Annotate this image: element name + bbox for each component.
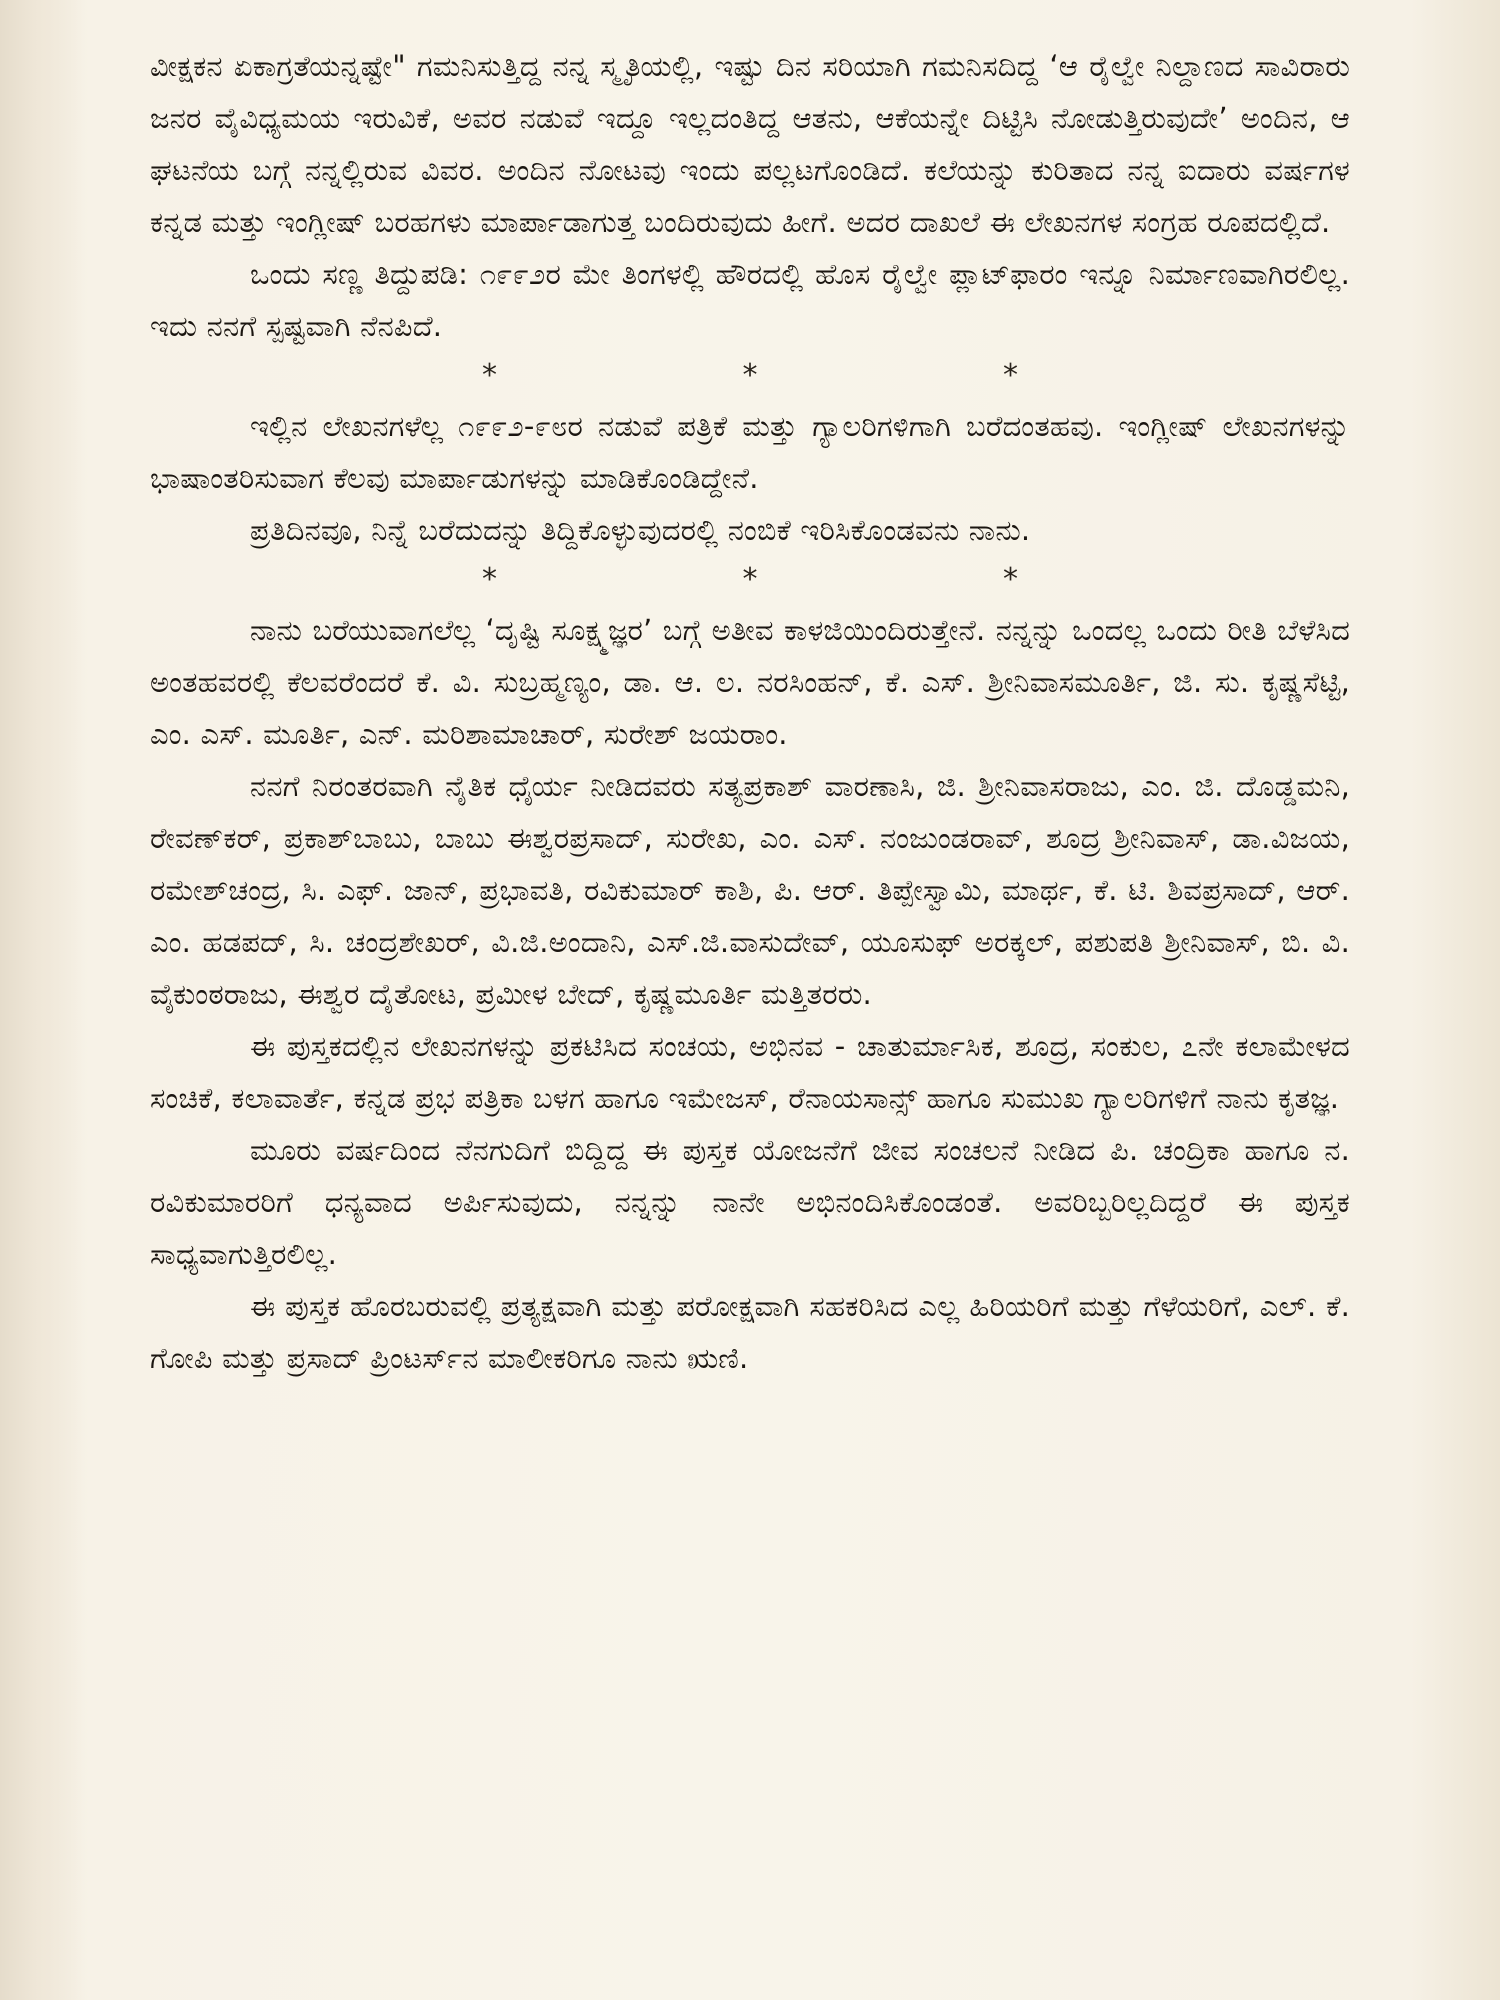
paragraph-2: ಒಂದು ಸಣ್ಣ ತಿದ್ದುಪಡಿ: ೧೯೯೨ರ ಮೇ ತಿಂಗಳಲ್ಲಿ ಹೌರದಲ್ಲಿ ಹೊಸ ರೈಲ್ವೇ ಪ್ಲಾಟ್‌ಫಾರಂ ಇನ್ನೂ ನಿರ್ಮಾಣವಾಗಿರಲಿಲ್ಲ. ಇದು ನನಗೆ ಸ್ಪಷ್ಟವಾಗಿ ನೆನಪಿದೆ. <box>150 257 1350 343</box>
paragraph-3: ಇಲ್ಲಿನ ಲೇಖನಗಳೆಲ್ಲ ೧೯೯೨-೯೮ರ ನಡುವೆ ಪತ್ರಿಕೆ ಮತ್ತು ಗ್ಯಾಲರಿಗಳಿಗಾಗಿ ಬರೆದಂತಹವು. ಇಂಗ್ಲೀಷ್ ಲೇಖನಗಳನ್ನು ಭಾಷಾಂತರಿಸುವಾಗ ಕೆಲವು ಮಾರ್ಪಾಡುಗಳನ್ನು ಮಾಡಿಕೊಂಡಿದ್ದೇನೆ. <box>150 409 1350 495</box>
paragraph-4: ಪ್ರತಿದಿನವೂ, ನಿನ್ನೆ ಬರೆದುದನ್ನು ತಿದ್ದಿಕೊಳ್ಳುವುದರಲ್ಲಿ ನಂಬಿಕೆ ಇರಿಸಿಕೊಂಡವನು ನಾನು. <box>250 513 1031 547</box>
section-divider: * * * <box>481 562 1137 597</box>
paragraph-5: ನಾನು ಬರೆಯುವಾಗಲೆಲ್ಲ ‘ದೃಷ್ಟಿ ಸೂಕ್ಷ್ಮಜ್ಞರ’ ಬಗ್ಗೆ ಅತೀವ ಕಾಳಜಿಯಿಂದಿರುತ್ತೇನೆ. ನನ್ನನ್ನು ಒಂದಲ್ಲ ಒಂದು ರೀತಿ ಬೆಳೆಸಿದ ಅಂತಹವರಲ್ಲಿ ಕೆಲವರೆಂದರೆ ಕೆ. ವಿ. ಸುಬ್ರಹ್ಮಣ್ಯಂ, ಡಾ. ಆ. ಲ. ನರಸಿಂಹನ್, ಕೆ. ಎಸ್. ಶ್ರೀನಿವಾಸಮೂರ್ತಿ, ಜಿ. ಸು. ಕೃಷ್ಣಸೆಟ್ಟಿ, ಎಂ. ಎಸ್. ಮೂರ್ತಿ, ಎನ್. ಮರಿಶಾಮಾಚಾರ್, ಸುರೇಶ್ ಜಯರಾಂ. <box>150 613 1350 751</box>
paragraph-8: ಮೂರು ವರ್ಷದಿಂದ ನೆನಗುದಿಗೆ ಬಿದ್ದಿದ್ದ ಈ ಪುಸ್ತಕ ಯೋಜನೆಗೆ ಜೀವ ಸಂಚಲನೆ ನೀಡಿದ ಪಿ. ಚಂದ್ರಿಕಾ ಹಾಗೂ ನ. ರವಿಕುಮಾರರಿಗೆ ಧನ್ಯವಾದ ಅರ್ಪಿಸುವುದು, ನನ್ನನ್ನು ನಾನೇ ಅಭಿನಂದಿಸಿಕೊಂಡಂತೆ. ಅವರಿಬ್ಬರಿಲ್ಲದಿದ್ದರೆ ಈ ಪುಸ್ತಕ ಸಾಧ್ಯವಾಗುತ್ತಿರಲಿಲ್ಲ. <box>150 1133 1350 1271</box>
paragraph-1: ವೀಕ್ಷಕನ ಏಕಾಗ್ರತೆಯನ್ನಷ್ಟೇ" ಗಮನಿಸುತ್ತಿದ್ದ ನನ್ನ ಸ್ಮೃತಿಯಲ್ಲಿ, ಇಷ್ಟು ದಿನ ಸರಿಯಾಗಿ ಗಮನಿಸದಿದ್ದ ‘ಆ ರೈಲ್ವೇ ನಿಲ್ದಾಣದ ಸಾವಿರಾರು ಜನರ ವೈವಿಧ್ಯಮಯ ಇರುವಿಕೆ, ಅವರ ನಡುವೆ ಇದ್ದೂ ಇಲ್ಲದಂತಿದ್ದ ಆತನು, ಆಕೆಯನ್ನೇ ದಿಟ್ಟಿಸಿ ನೋಡುತ್ತಿರುವುದೇ’ ಅಂದಿನ, ಆ ಘಟನೆಯ ಬಗ್ಗೆ ನನ್ನಲ್ಲಿರುವ ವಿವರ. ಅಂದಿನ ನೋಟವು ಇಂದು ಪಲ್ಲಟಗೊಂಡಿದೆ. ಕಲೆಯನ್ನು ಕುರಿತಾದ ನನ್ನ ಐದಾರು ವರ್ಷಗಳ ಕನ್ನಡ ಮತ್ತು ಇಂಗ್ಲೀಷ್ ಬರಹಗಳು ಮಾರ್ಪಾಡಾಗುತ್ತ ಬಂದಿರುವುದು ಹೀಗೆ. ಅದರ ದಾಖಲೆ ಈ ಲೇಖನಗಳ ಸಂಗ್ರಹ ರೂಪದಲ್ಲಿದೆ. <box>150 49 1350 239</box>
page-text <box>150 40 1350 1970</box>
paragraph-9: ಈ ಪುಸ್ತಕ ಹೊರಬರುವಲ್ಲಿ ಪ್ರತ್ಯಕ್ಷವಾಗಿ ಮತ್ತು ಪರೋಕ್ಷವಾಗಿ ಸಹಕರಿಸಿದ ಎಲ್ಲ ಹಿರಿಯರಿಗೆ ಮತ್ತು ಗೆಳೆಯರಿಗೆ, ಎಲ್. ಕೆ. ಗೋಪಿ ಮತ್ತು ಪ್ರಸಾದ್ ಪ್ರಿಂಟರ್ಸ್‌ನ ಮಾಲೀಕರಿಗೂ ನಾನು ಋಣಿ. <box>150 1289 1350 1375</box>
page-shadow <box>0 0 84 2000</box>
section-divider: * * * <box>481 358 1137 393</box>
paragraph-6: ನನಗೆ ನಿರಂತರವಾಗಿ ನೈತಿಕ ಧೈರ್ಯ ನೀಡಿದವರು ಸತ್ಯಪ್ರಕಾಶ್ ವಾರಣಾಸಿ, ಜಿ. ಶ್ರೀನಿವಾಸರಾಜು, ಎಂ. ಜಿ. ದೊಡ್ಡಮನಿ, ರೇವಣ್‌ಕರ್, ಪ್ರಕಾಶ್‌ಬಾಬು, ಬಾಬು ಈಶ್ವರಪ್ರಸಾದ್, ಸುರೇಖ, ಎಂ. ಎಸ್. ನಂಜುಂಡರಾವ್, ಶೂದ್ರ ಶ್ರೀನಿವಾಸ್, ಡಾ.ವಿಜಯ, ರಮೇಶ್‌ಚಂದ್ರ, ಸಿ. ಎಫ್. ಜಾನ್, ಪ್ರಭಾವತಿ, ರವಿಕುಮಾರ್ ಕಾಶಿ, ಪಿ. ಆರ್. ತಿಪ್ಪೇಸ್ವಾಮಿ, ಮಾರ್ಥ, ಕೆ. ಟಿ. ಶಿವಪ್ರಸಾದ್, ಆರ್. ಎಂ. ಹಡಪದ್, ಸಿ. ಚಂದ್ರಶೇಖರ್, ವಿ.ಜಿ.ಅಂದಾನಿ, ಎಸ್.ಜಿ.ವಾಸುದೇವ್, ಯೂಸುಫ್ ಅರಕ್ಕಲ್, ಪಶುಪತಿ ಶ್ರೀನಿವಾಸ್, ಬಿ. ವಿ. ವೈಕುಂಠರಾಜು, ಈಶ್ವರ ದೈತೋಟ, ಪ್ರಮೀಳ ಬೇದ್, ಕೃಷ್ಣಮೂರ್ತಿ ಮತ್ತಿತರರು. <box>150 769 1350 1011</box>
paragraph-7: ಈ ಪುಸ್ತಕದಲ್ಲಿನ ಲೇಖನಗಳನ್ನು ಪ್ರಕಟಿಸಿದ ಸಂಚಯ, ಅಭಿನವ - ಚಾತುರ್ಮಾಸಿಕ, ಶೂದ್ರ, ಸಂಕುಲ, ೭ನೇ ಕಲಾಮೇಳದ ಸಂಚಿಕೆ, ಕಲಾವಾರ್ತೆ, ಕನ್ನಡ ಪ್ರಭ ಪತ್ರಿಕಾ ಬಳಗ ಹಾಗೂ ಇಮೇಜಸ್, ರೆನಾಯಸಾನ್ಸ್ ಹಾಗೂ ಸುಮುಖ ಗ್ಯಾಲರಿಗಳಿಗೆ ನಾನು ಕೃತಜ್ಞ. <box>150 1029 1350 1115</box>
